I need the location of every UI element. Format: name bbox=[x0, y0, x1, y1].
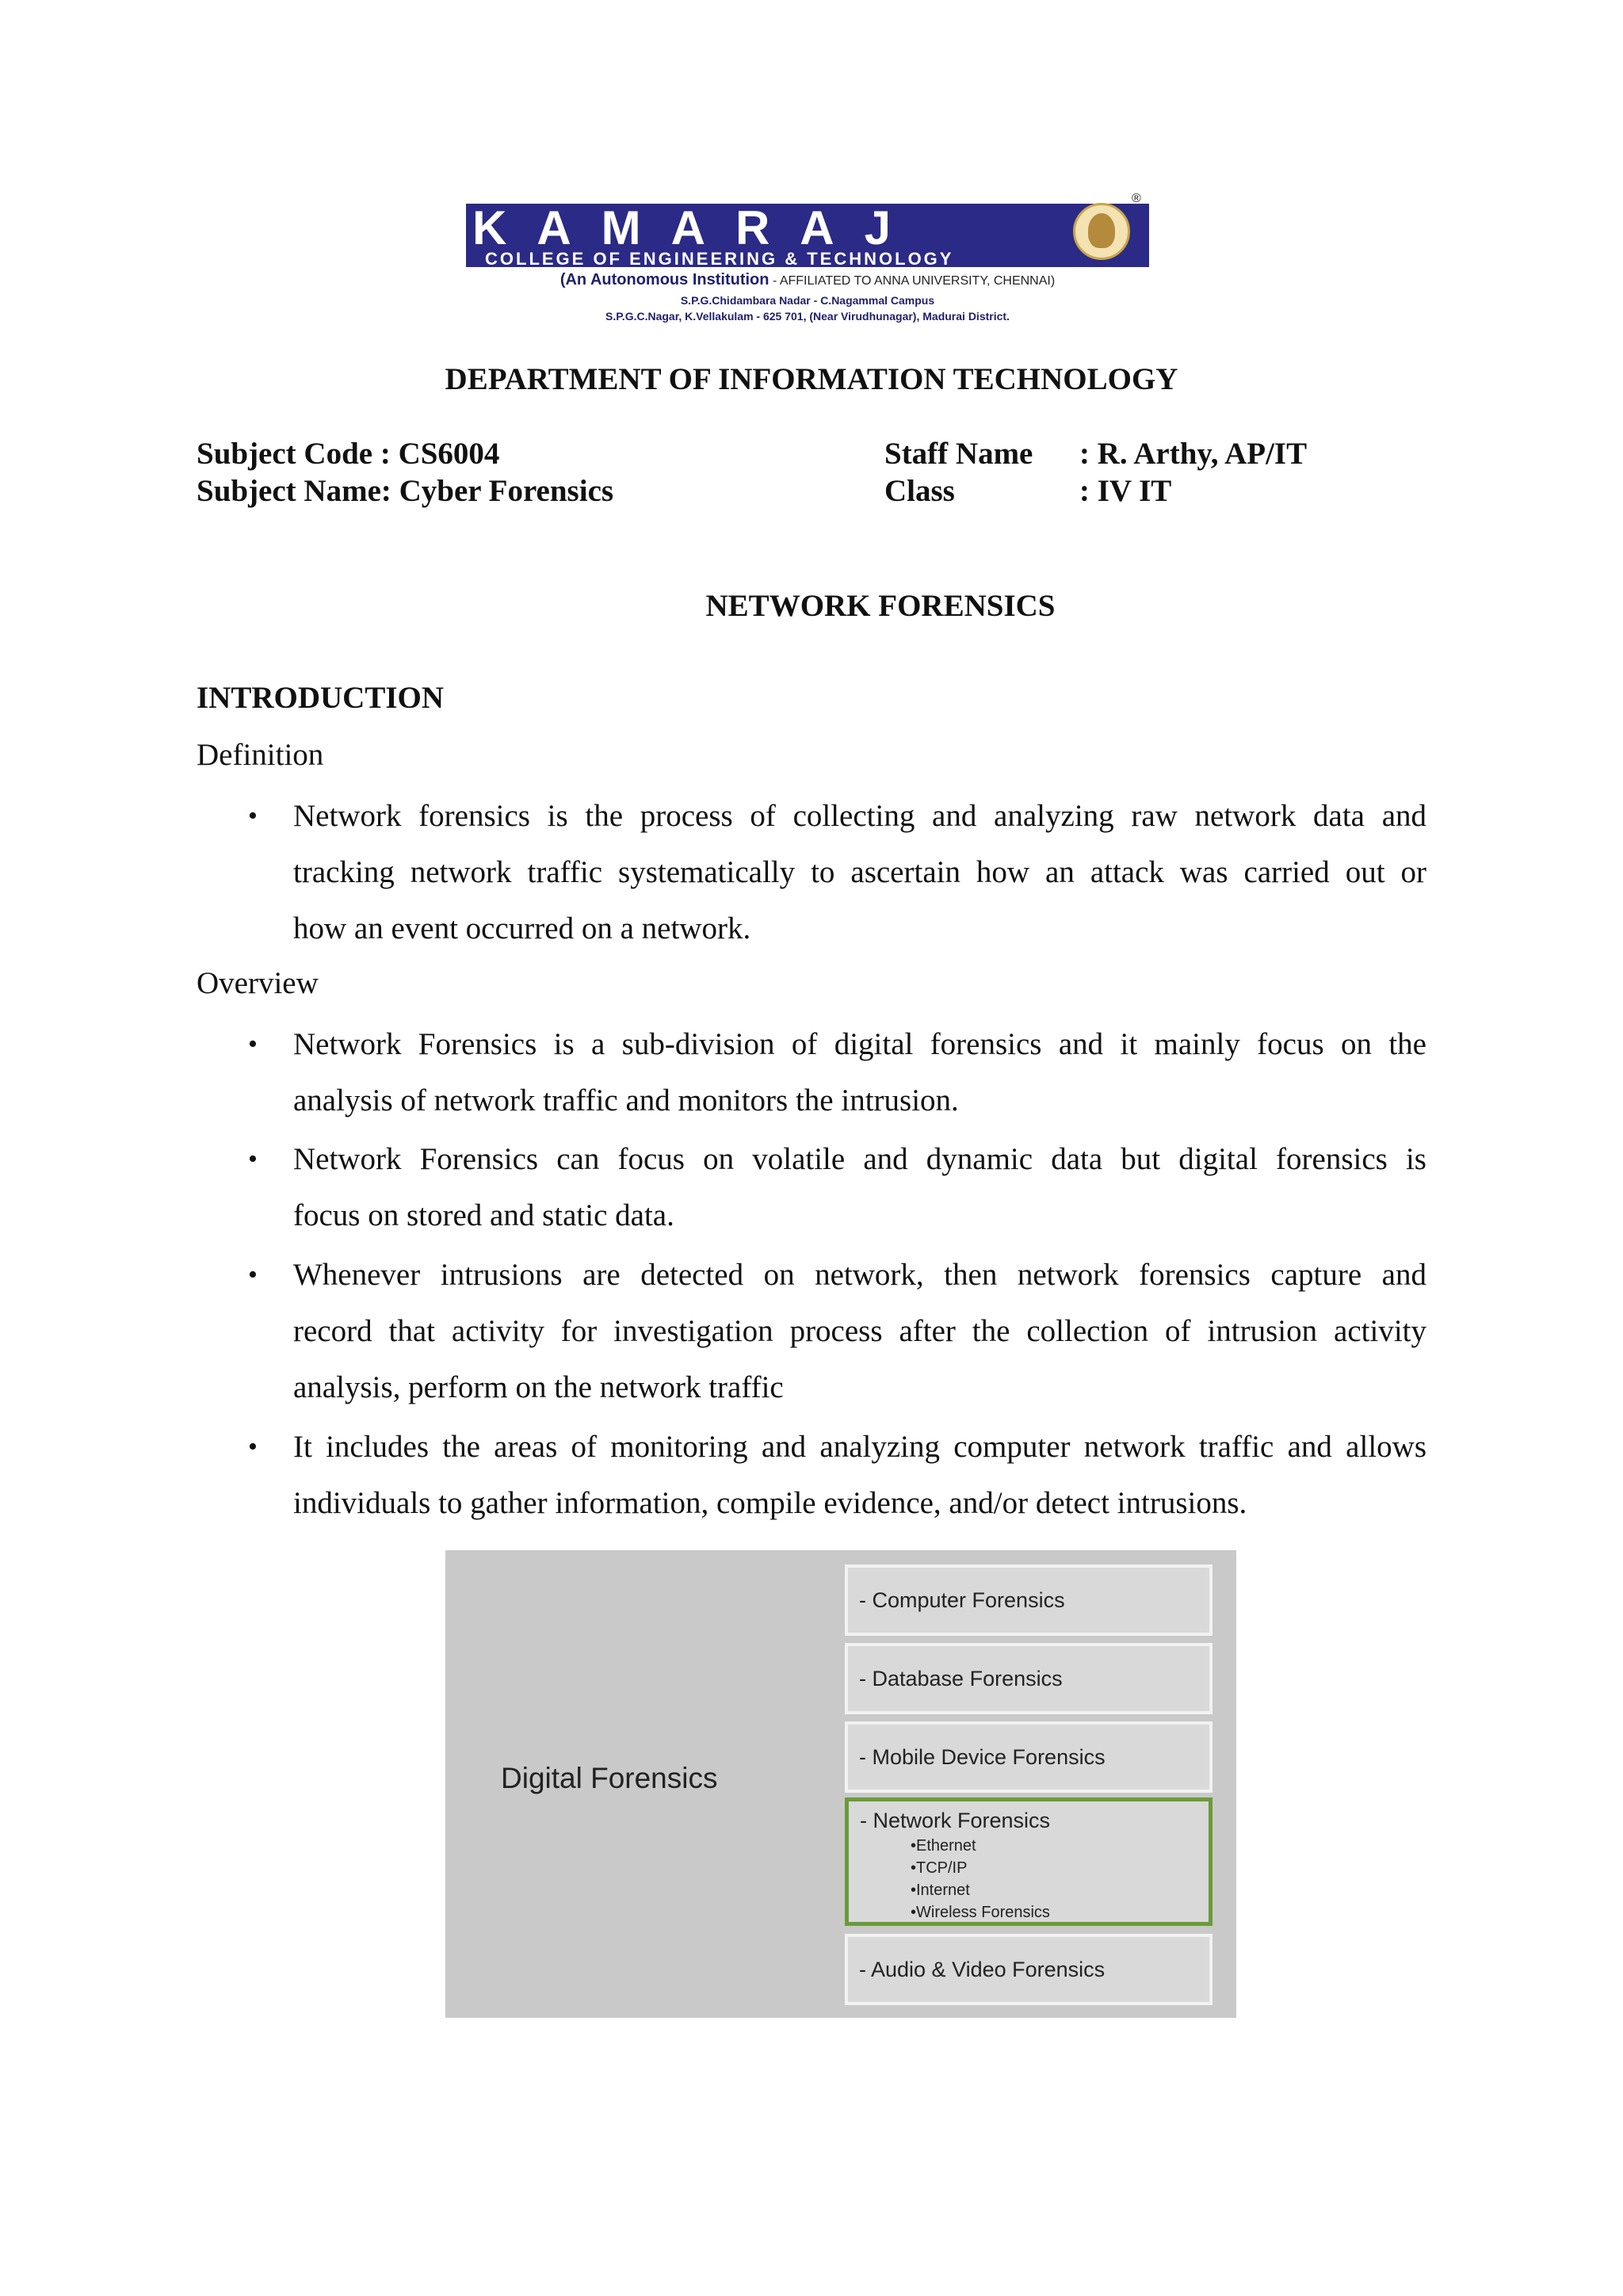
overview-bullet bbox=[248, 1016, 1426, 1129]
staff-name-label: Staff Name bbox=[884, 437, 1033, 471]
text-line: tracking network traffic systematically to ascertain how an attack was carried out or bbox=[293, 855, 1426, 889]
diagram-branch-highlighted bbox=[845, 1797, 1212, 1926]
subject-code: Subject Code : CS6004 bbox=[197, 437, 500, 471]
diagram-root-label: Digital Forensics bbox=[501, 1762, 718, 1794]
text-line: It includes the areas of monitoring and analyzing computer network traffic and allows bbox=[293, 1430, 1426, 1464]
logo-wordmark: KAMARAJ bbox=[472, 201, 921, 254]
text-line: analysis of network traffic and monitors the intrusion. bbox=[293, 1083, 959, 1117]
text-line: Whenever intrusions are detected on network, then network forensics capture and bbox=[293, 1258, 1426, 1292]
bullet-icon: • bbox=[248, 1432, 258, 1461]
definition-heading: Definition bbox=[197, 738, 324, 772]
branch-label: - Audio & Video Forensics bbox=[859, 1958, 1106, 1981]
logo-affiliation bbox=[466, 271, 1149, 289]
text-line: analysis, perform on the network traffic bbox=[293, 1370, 784, 1404]
definition-bullet bbox=[248, 788, 1426, 957]
text-line: Network forensics is the process of collecting and analyzing raw network data and bbox=[293, 799, 1426, 833]
branch-label: - Computer Forensics bbox=[859, 1588, 1065, 1612]
bullet-icon: • bbox=[248, 801, 258, 831]
diagram-branch bbox=[845, 1564, 1212, 1636]
overview-bullet bbox=[248, 1247, 1426, 1415]
branch-label: - Network Forensics bbox=[860, 1809, 1051, 1832]
text-line: individuals to gather information, compile evidence, and/or detect intrusions. bbox=[293, 1486, 1247, 1520]
registered-mark: ® bbox=[1132, 192, 1141, 205]
text-line: record that activity for investigation process after the collection of intrusion activity bbox=[293, 1314, 1426, 1348]
logo-campus: S.P.G.Chidambara Nadar - C.Nagammal Campus bbox=[680, 294, 935, 307]
college-logo bbox=[466, 192, 1149, 331]
staff-name-value: : R. Arthy, AP/IT bbox=[1079, 437, 1308, 471]
bullet-icon: • bbox=[248, 1144, 258, 1174]
text-line: Network Forensics is a sub-division of digital forensics and it mainly focus on the bbox=[293, 1027, 1426, 1061]
logo-college-name: COLLEGE OF ENGINEERING & TECHNOLOGY bbox=[485, 249, 954, 269]
diagram-branch bbox=[845, 1643, 1212, 1714]
bullet-icon: • bbox=[248, 1260, 258, 1289]
logo-address: S.P.G.C.Nagar, K.Vellakulam - 625 701, (Near Virudhunagar), Madurai District. bbox=[605, 310, 1010, 323]
logo-affiliation-text: - AFFILIATED TO ANNA UNIVERSITY, CHENNAI) bbox=[772, 274, 1056, 288]
branch-label: - Mobile Device Forensics bbox=[859, 1745, 1106, 1769]
list-item: •Wireless Forensics bbox=[911, 1904, 1050, 1921]
branch-label: - Database Forensics bbox=[859, 1667, 1063, 1690]
overview-bullet bbox=[248, 1131, 1426, 1244]
overview-heading: Overview bbox=[197, 966, 319, 1000]
list-item: •Ethernet bbox=[911, 1837, 976, 1855]
list-item: •Internet bbox=[911, 1881, 970, 1899]
subject-name: Subject Name: Cyber Forensics bbox=[197, 474, 614, 508]
branch-sublist bbox=[860, 1835, 1209, 1924]
text-line: focus on stored and static data. bbox=[293, 1198, 674, 1232]
diagram-branch bbox=[845, 1721, 1212, 1793]
diagram-branch bbox=[845, 1934, 1212, 2005]
list-item: •TCP/IP bbox=[911, 1859, 968, 1877]
department-heading: DEPARTMENT OF INFORMATION TECHNOLOGY bbox=[445, 362, 1178, 396]
document-title: NETWORK FORENSICS bbox=[705, 589, 1056, 623]
logo-autonomous: (An Autonomous Institution bbox=[559, 271, 769, 288]
class-value: : IV IT bbox=[1079, 474, 1172, 508]
section-heading: INTRODUCTION bbox=[197, 681, 445, 715]
class-label: Class bbox=[884, 474, 955, 508]
text-line: how an event occurred on a network. bbox=[293, 911, 751, 946]
overview-bullet bbox=[248, 1419, 1426, 1531]
digital-forensics-diagram bbox=[445, 1550, 1236, 2018]
text-line: Network Forensics can focus on volatile and dynamic data but digital forensics is bbox=[293, 1142, 1426, 1176]
logo-banner bbox=[466, 201, 1149, 269]
bullet-icon: • bbox=[248, 1030, 258, 1059]
founder-emblem-icon bbox=[1073, 203, 1130, 260]
